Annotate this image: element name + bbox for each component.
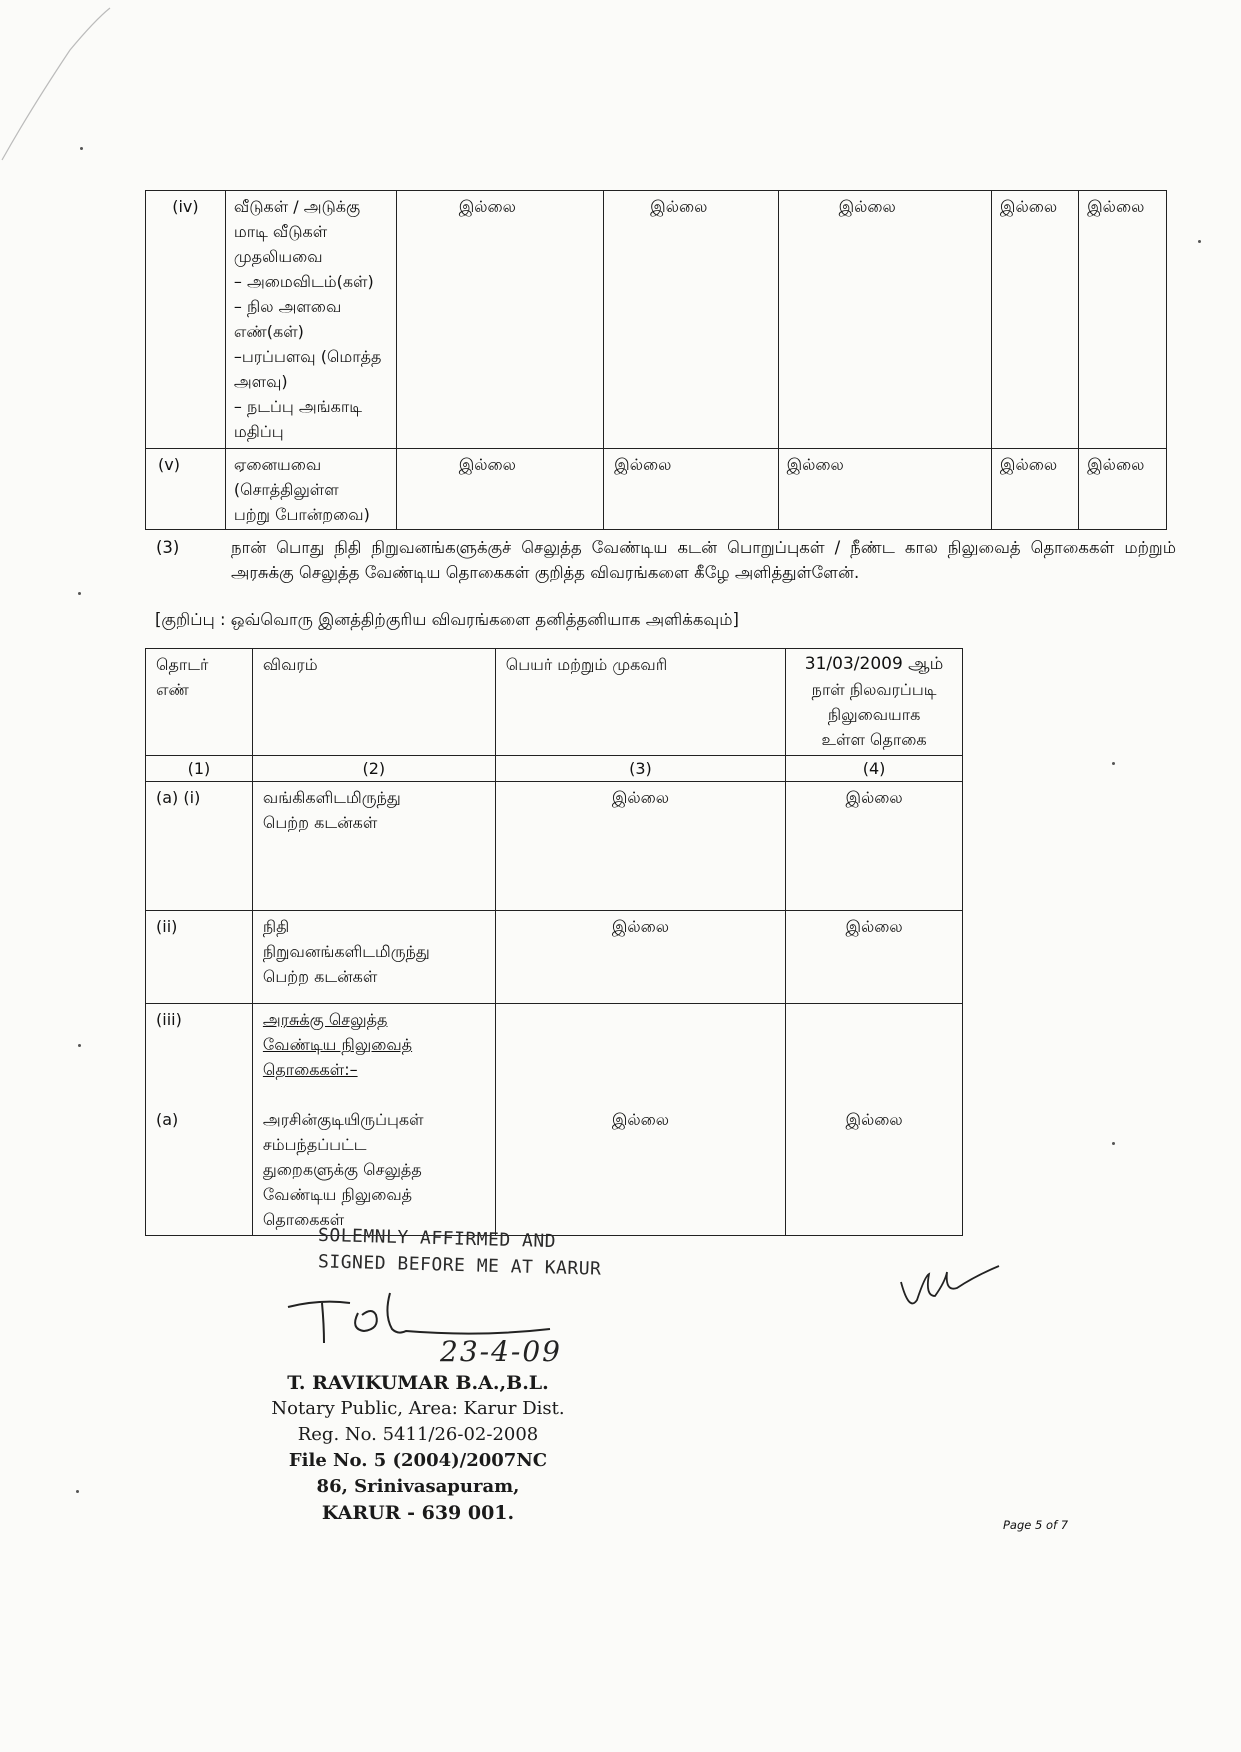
scan-speck [1198,240,1201,243]
value-cell: இல்லை [991,191,1078,449]
description-cell: வங்கிகளிடமிருந்து பெற்ற கடன்கள் [252,782,495,911]
section-text: நான் பொது நிதி நிறுவனங்களுக்குச் செலுத்த வேண்டிய கடன் பொறுப்புகள் / நீண்ட கால நிலுவைத் தொகைகள் மற்றும் அரசுக்கு செலுத்த வேண்டிய தொகைகள் குறித்த விவரங்களை கீழே அளித்துள்ளேன். [231,538,1176,582]
description-cell: அரசுக்கு செலுத்த வேண்டிய நிலுவைத் தொகைகள்:– அரசின்குடியிருப்புகள் சம்பந்தப்பட்ட துறைகளுக்கு செலுத்த வேண்டிய நிலுவைத் தொகைகள் [252,1004,495,1236]
deponent-signature [895,1262,1005,1322]
column-number-row [146,756,963,782]
column-number: (4) [786,756,963,782]
notary-file: File No. 5 (2004)/2007NC [288,1450,548,1471]
notary-address: 86, Srinivasapuram, [316,1476,520,1497]
value-cell: இல்லை [991,449,1078,530]
table-row [146,1004,963,1236]
column-number: (2) [252,756,495,782]
name-cell: இல்லை [495,911,785,1004]
stamp-signed-before: SIGNED BEFORE ME AT KARUR [317,1251,602,1280]
scan-speck [80,147,83,150]
section-3-paragraph [156,535,1176,585]
column-number: (1) [146,756,253,782]
notary-reg: Reg. No. 5411/26-02-2008 [297,1424,539,1445]
amount-cell: இல்லை [786,782,963,911]
section-number: (3) [156,538,180,557]
serial-cell: (ii) [146,911,253,1004]
table-row [146,782,963,911]
notary-block [248,1370,588,1526]
value-cell: இல்லை [778,191,991,449]
description-cell: ஏனையவை (சொத்திலுள்ள பற்று போன்றவை) [225,449,396,530]
value-cell: இல்லை [1079,449,1167,530]
header-amount: 31/03/2009 ஆம் நாள் நிலவரப்படி நிலுவையாக உள்ள தொகை [786,649,963,756]
table-row [146,449,1167,530]
stamp-affirmed: SOLEMNLY AFFIRMED AND [317,1224,557,1253]
serial-cell: (v) [146,449,226,530]
scan-speck [1112,1142,1115,1145]
table-row [146,911,963,1004]
name-cell: இல்லை [495,1004,785,1236]
header-description: விவரம் [252,649,495,756]
value-cell: இல்லை [778,449,991,530]
scan-speck [78,592,81,595]
scan-speck [76,1490,79,1493]
header-serial: தொடர் எண் [146,649,253,756]
description-cell: நிதி நிறுவனங்களிடமிருந்து பெற்ற கடன்கள் [252,911,495,1004]
scan-speck [1112,762,1115,765]
value-cell: இல்லை [604,449,778,530]
notary-city: KARUR - 639 001. [321,1502,515,1524]
scan-speck [78,1044,81,1047]
name-cell: இல்லை [495,782,785,911]
column-number: (3) [495,756,785,782]
amount-cell: இல்லை [786,911,963,1004]
signature-date: 23-4-09 [440,1335,562,1368]
header-name-address: பெயர் மற்றும் முகவரி [495,649,785,756]
amount-cell: இல்லை [786,1004,963,1236]
table-row [146,191,1167,449]
notary-name: T. RAVIKUMAR B.A.,B.L. [287,1372,549,1394]
assets-table [145,190,1167,530]
table-header-row [146,649,963,756]
serial-cell: (iii) (a) [146,1004,253,1236]
section-note: [குறிப்பு : ஒவ்வொரு இனத்திற்குரிய விவரங்களை தனித்தனியாக அளிக்கவும்] [155,610,739,629]
serial-cell: (a) (i) [146,782,253,911]
serial-cell: (iv) [146,191,226,449]
value-cell: இல்லை [396,449,603,530]
liabilities-table [145,648,963,1236]
notary-title: Notary Public, Area: Karur Dist. [271,1398,565,1419]
description-cell: வீடுகள் / அடுக்கு மாடி வீடுகள் முதலியவை – அமைவிடம்(கள்) – நில அளவை எண்(கள்) –பரப்பளவு (மொத்த அளவு) – நடப்பு அங்காடி மதிப்பு [225,191,396,449]
page-number: Page 5 of 7 [1003,1518,1069,1532]
value-cell: இல்லை [604,191,778,449]
value-cell: இல்லை [1079,191,1167,449]
value-cell: இல்லை [396,191,603,449]
